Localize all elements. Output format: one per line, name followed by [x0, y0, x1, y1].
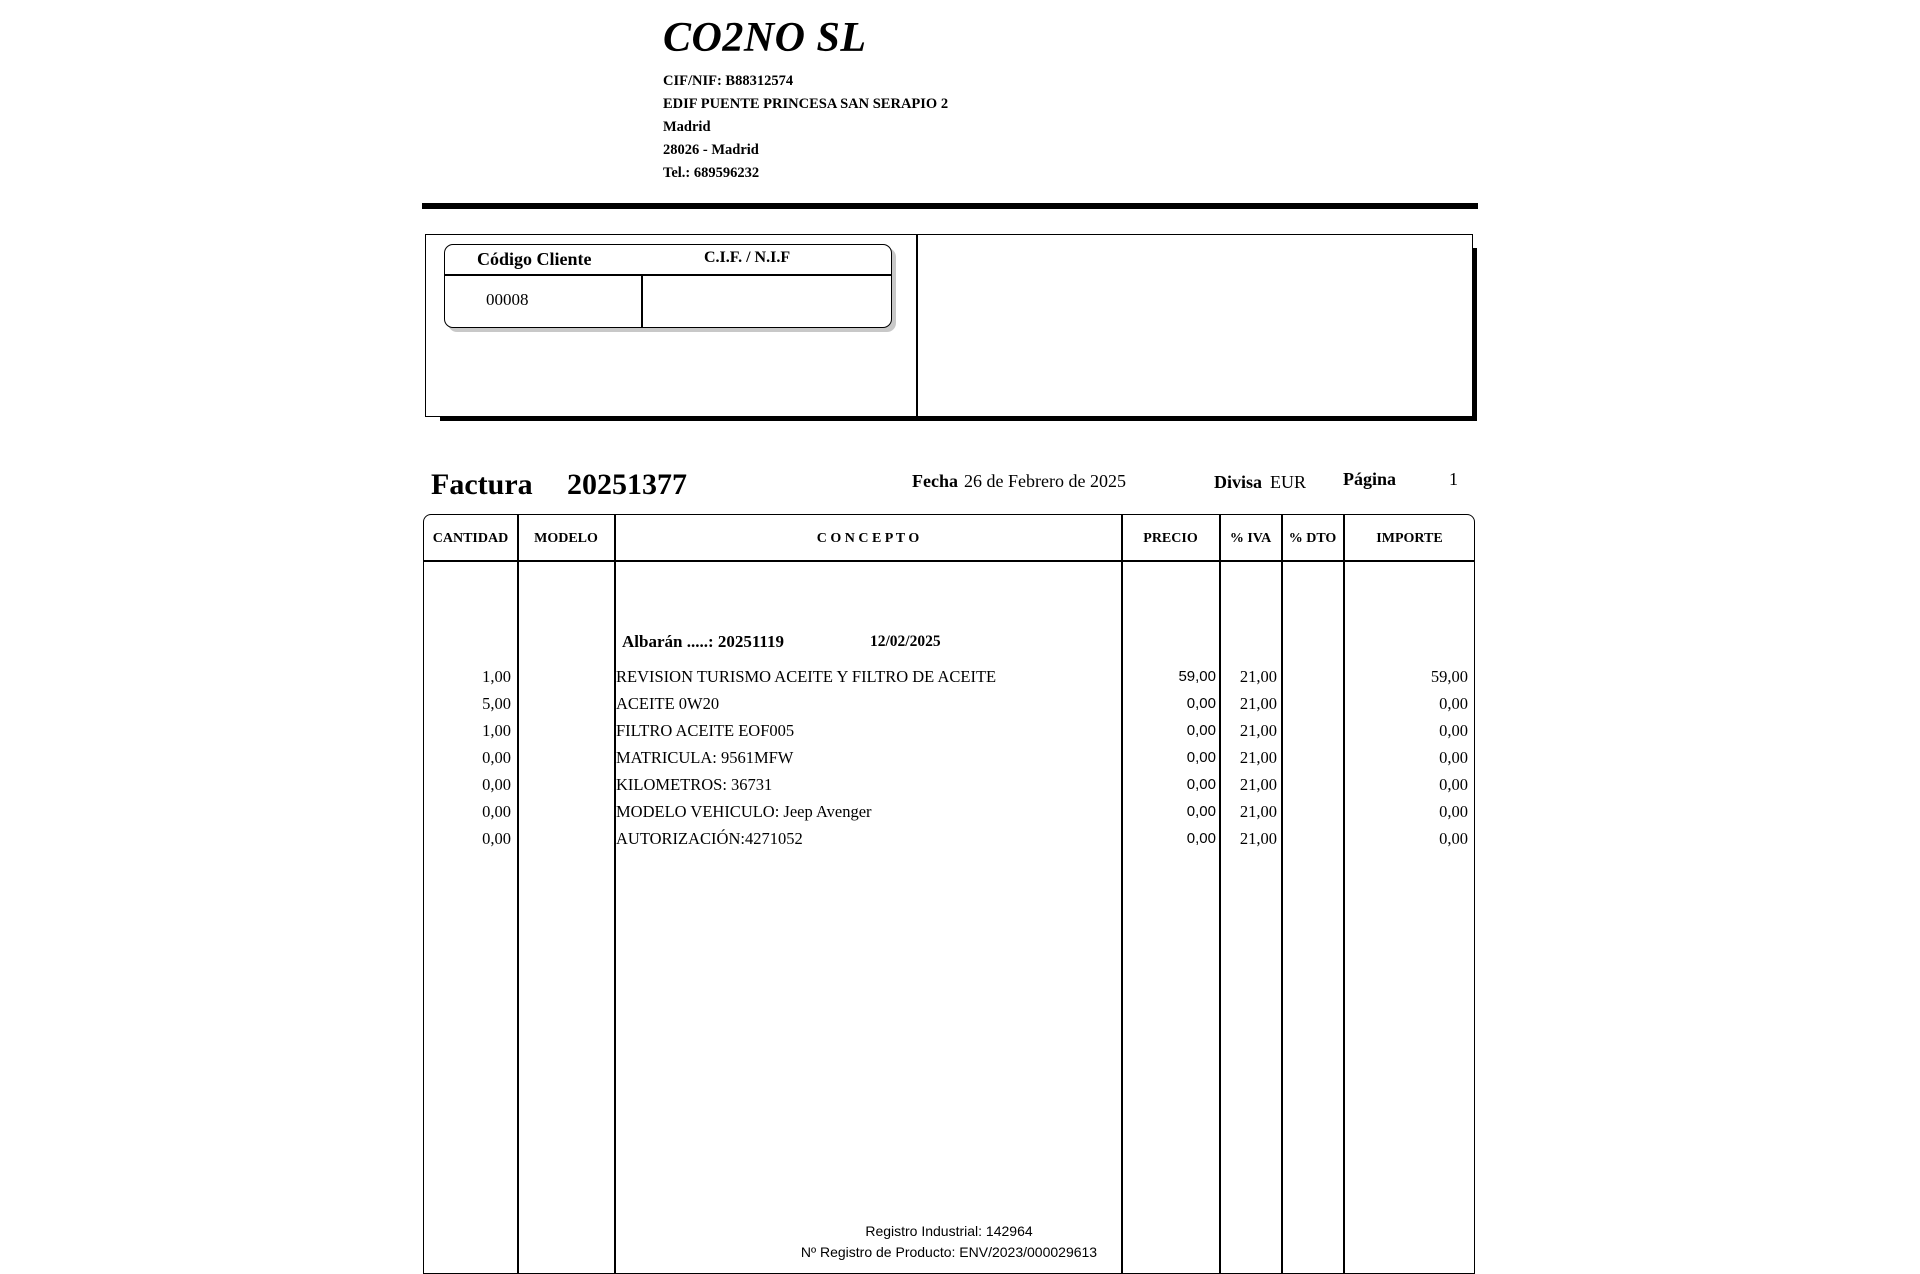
- client-box-shadow-bottom: [440, 417, 1477, 421]
- row-quantity: 1,00: [482, 721, 511, 740]
- row-vat: 21,00: [1239, 667, 1277, 686]
- row-concept: KILOMETROS: 36731: [616, 775, 773, 794]
- row-vat: 21,00: [1239, 721, 1277, 740]
- client-box-divider: [916, 234, 918, 417]
- company-postal-code: 28026 - Madrid: [663, 142, 759, 158]
- page-number: 1: [1449, 469, 1458, 489]
- row-vat: 21,00: [1239, 829, 1277, 848]
- column-header-vat: % IVA: [1229, 531, 1272, 546]
- table-row: [0, 667, 1920, 694]
- invoice-number: 20251377: [567, 468, 687, 501]
- row-vat: 21,00: [1239, 775, 1277, 794]
- column-divider: [1121, 514, 1123, 1274]
- row-price: 0,00: [1186, 776, 1216, 793]
- row-amount: 59,00: [1430, 667, 1468, 686]
- company-city: Madrid: [663, 119, 711, 135]
- row-quantity: 0,00: [482, 775, 511, 794]
- row-concept: MATRICULA: 9561MFW: [616, 748, 794, 767]
- table-row: [0, 802, 1920, 829]
- row-quantity: 1,00: [482, 667, 511, 686]
- industrial-registry: Registro Industrial: 142964: [865, 1223, 1033, 1239]
- company-phone: Tel.: 689596232: [663, 165, 760, 181]
- product-registry: Nº Registro de Producto: ENV/2023/000029613: [800, 1244, 1098, 1260]
- date-label: Fecha: [912, 471, 958, 491]
- column-header-price: PRECIO: [1143, 531, 1198, 546]
- company-tax-id: CIF/NIF: B88312574: [663, 73, 794, 89]
- table-row: [0, 775, 1920, 802]
- row-price: 0,00: [1186, 749, 1216, 766]
- client-id-box-divider: [641, 275, 643, 327]
- row-vat: 21,00: [1239, 802, 1277, 821]
- row-price: 59,00: [1178, 668, 1216, 685]
- column-header-amount: IMPORTE: [1376, 531, 1443, 546]
- table-row: [0, 829, 1920, 856]
- row-amount: 0,00: [1439, 748, 1468, 767]
- row-price: 0,00: [1186, 695, 1216, 712]
- invoice-label: Factura: [431, 468, 533, 501]
- currency-label: Divisa: [1214, 472, 1263, 492]
- column-divider: [1219, 514, 1221, 1274]
- table-header-rule: [423, 560, 1475, 562]
- table-row: [0, 694, 1920, 721]
- column-header-discount: % DTO: [1288, 531, 1337, 546]
- column-divider: [614, 514, 616, 1274]
- row-concept: REVISION TURISMO ACEITE Y FILTRO DE ACEITE: [616, 667, 997, 686]
- page-label: Página: [1343, 469, 1397, 489]
- row-amount: 0,00: [1439, 802, 1468, 821]
- delivery-note-label: Albarán .....: 20251119: [622, 632, 784, 651]
- row-vat: 21,00: [1239, 748, 1277, 767]
- client-code-label: Código Cliente: [477, 249, 592, 269]
- row-quantity: 0,00: [482, 802, 511, 821]
- row-quantity: 0,00: [482, 748, 511, 767]
- row-price: 0,00: [1186, 803, 1216, 820]
- column-divider: [1343, 514, 1345, 1274]
- header-rule: [422, 203, 1478, 209]
- client-box-shadow-right: [1473, 248, 1477, 421]
- row-quantity: 5,00: [482, 694, 511, 713]
- row-price: 0,00: [1186, 722, 1216, 739]
- table-row: [0, 721, 1920, 748]
- row-price: 0,00: [1186, 830, 1216, 847]
- row-amount: 0,00: [1439, 775, 1468, 794]
- client-id-box-rule: [445, 274, 891, 276]
- date-value: 26 de Febrero de 2025: [964, 471, 1126, 491]
- column-header-concept: C O N C E P T O: [816, 531, 920, 546]
- row-amount: 0,00: [1439, 829, 1468, 848]
- company-address: EDIF PUENTE PRINCESA SAN SERAPIO 2: [663, 96, 949, 112]
- client-code-value: 00008: [486, 290, 529, 309]
- column-header-model: MODELO: [534, 531, 598, 546]
- items-table: [423, 514, 1475, 1274]
- currency-value: EUR: [1270, 472, 1306, 492]
- table-row: [0, 748, 1920, 775]
- column-divider: [1281, 514, 1283, 1274]
- row-concept: AUTORIZACIÓN:4271052: [616, 829, 803, 848]
- column-divider: [517, 514, 519, 1274]
- client-nif-label: C.I.F. / N.I.F: [704, 249, 791, 266]
- row-concept: ACEITE 0W20: [616, 694, 720, 713]
- row-amount: 0,00: [1439, 721, 1468, 740]
- column-header-quantity: CANTIDAD: [432, 531, 509, 546]
- row-concept: MODELO VEHICULO: Jeep Avenger: [616, 802, 872, 821]
- row-quantity: 0,00: [482, 829, 511, 848]
- row-concept: FILTRO ACEITE EOF005: [616, 721, 795, 740]
- row-amount: 0,00: [1439, 694, 1468, 713]
- row-vat: 21,00: [1239, 694, 1277, 713]
- company-name: CO2NO SL: [663, 15, 867, 61]
- delivery-note-date: 12/02/2025: [870, 633, 941, 650]
